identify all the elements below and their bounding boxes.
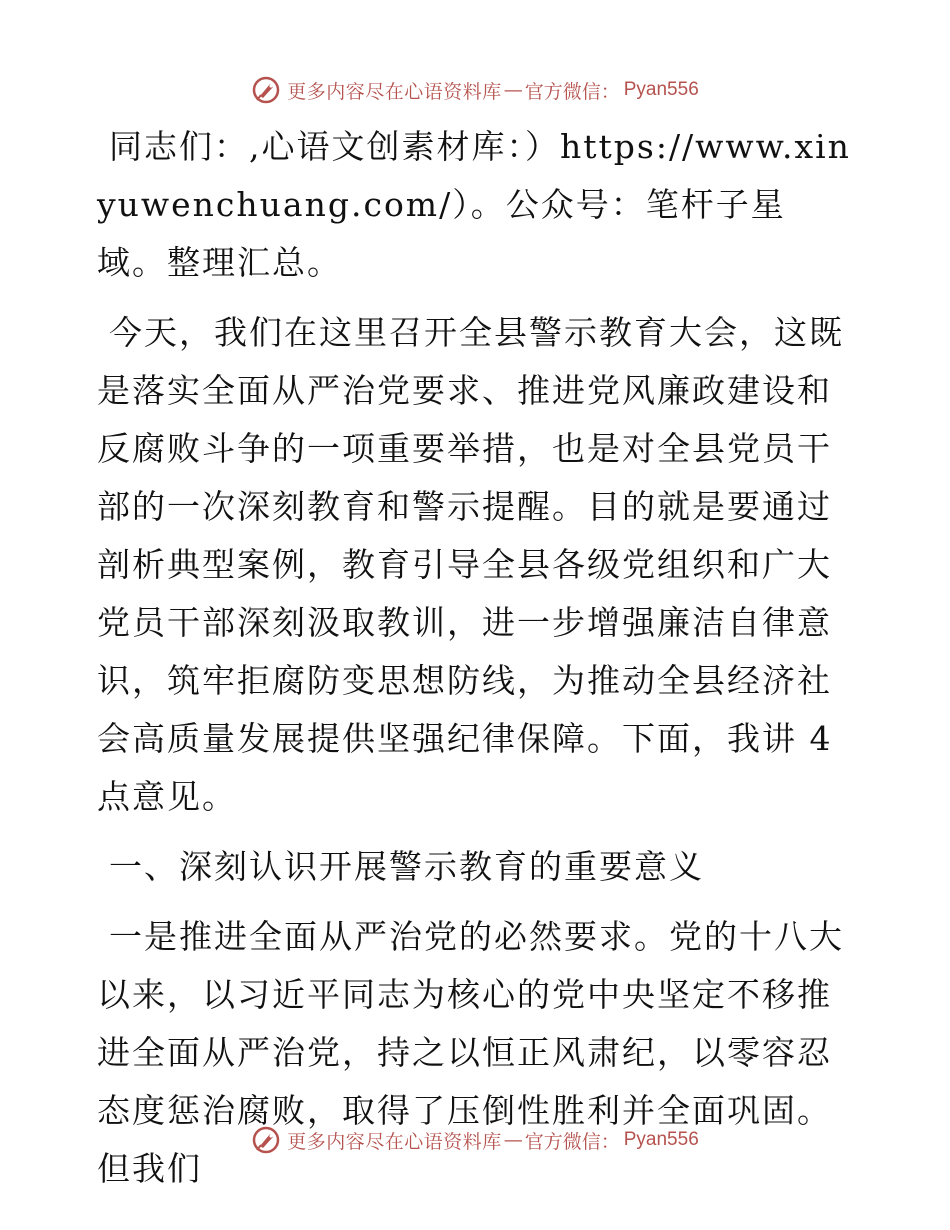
banner-dash: — [503, 1129, 523, 1151]
section-heading: 一、深刻认识开展警示教育的重要意义 [109, 847, 704, 886]
banner-slogan: 更多内容尽在心语资料库 [287, 80, 502, 103]
banner-wechat-label: 官方微信： [524, 1130, 620, 1153]
paragraph-salutation: 同志们：,心语文创素材库：）https://www.xinyuwenchuang.com/）。公众号：笔杆子星域。整理汇总。 [97, 127, 851, 282]
banner-wechat-id: Pyan556 [623, 1129, 699, 1150]
footer-watermark-banner [0, 1120, 950, 1160]
header-watermark-banner [0, 70, 950, 110]
paragraph-intro: 今天，我们在这里召开全县警示教育大会，这既是落实全面从严治党要求、推进党风廉政建设和反腐败斗争的一项重要举措，也是对全县党员干部的一次深刻教育和警示提醒。目的就是要通过剖析典型案例，教育引导全县各级党组织和广大党员干部深刻汲取教训，进一步增强廉洁自律意识，筑牢拒腐防变思想防线，为推动全县经济社会高质量发展提供坚强纪律保障。下面，我讲 4 点意见。 [97, 313, 844, 816]
banner-slogan: 更多内容尽在心语资料库 [287, 1130, 502, 1153]
pen-nib-logo-icon [251, 1125, 281, 1155]
banner-wechat-label: 官方微信： [524, 80, 620, 103]
pen-nib-logo-icon [251, 75, 281, 105]
document-body [97, 118, 852, 1198]
banner-wechat-id: Pyan556 [623, 79, 699, 100]
banner-dash: — [503, 79, 523, 101]
paragraph-point-one: 一是推进全面从严治党的必然要求。党的十八大以来，以习近平同志为核心的党中央坚定不移推进全面从严治党，持之以恒正风肃纪，以零容忍态度惩治腐败，取得了压倒性胜利并全面巩固。但我们 [97, 917, 844, 1188]
